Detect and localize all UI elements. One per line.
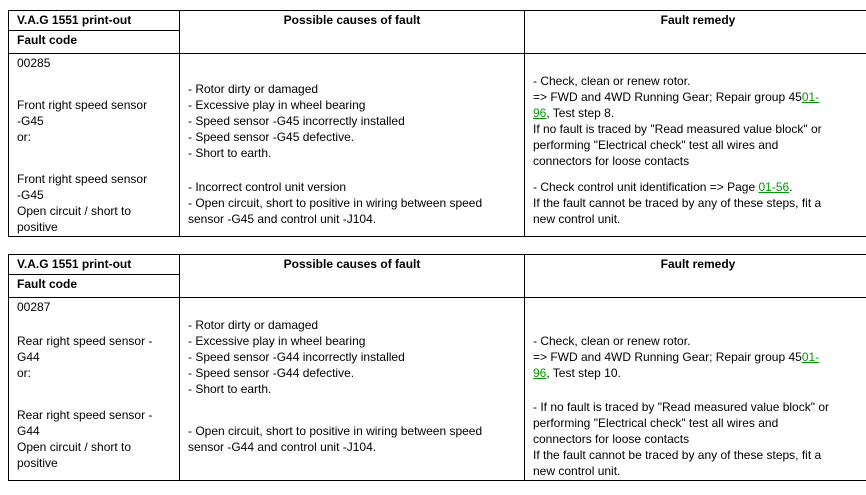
col1-line: G44 (17, 350, 40, 364)
cause-item: - Speed sensor -G45 defective. (188, 130, 355, 144)
remedy-cell (525, 54, 866, 237)
cause-item: - Excessive play in wheel bearing (188, 98, 366, 112)
col1-line: or: (17, 366, 32, 380)
fault-table-00287 (8, 254, 866, 481)
causes-cell (180, 54, 525, 237)
cause-item: - Open circuit, short to positive in wiring between speed (188, 196, 483, 210)
fault-code-cell (9, 298, 180, 481)
header-causes: Possible causes of fault (180, 11, 525, 54)
cause-item: - Speed sensor -G45 incorrectly installed (188, 114, 405, 128)
cause-item: sensor -G45 and control unit -J104. (188, 212, 377, 226)
remedy-line (533, 105, 866, 121)
col1-line: positive (17, 220, 58, 234)
header-remedy: Fault remedy (525, 11, 866, 54)
cause-item: - Speed sensor -G44 defective. (188, 366, 355, 380)
remedy-text: - Check control unit identification => Page (533, 180, 759, 194)
repair-group-link[interactable]: 96 (533, 366, 547, 380)
page-link[interactable]: 01-56 (758, 180, 790, 194)
repair-group-link[interactable]: 96 (533, 106, 547, 120)
col1-line: -G45 (17, 114, 44, 128)
cause-item: - Open circuit, short to positive in wiring between speed (188, 424, 483, 438)
remedy-line: new control unit. (533, 212, 621, 226)
remedy-line (533, 365, 866, 381)
remedy-line: If the fault cannot be traced by any of these steps, fit a (533, 196, 822, 210)
col1-line: Rear right speed sensor - (17, 408, 153, 422)
cause-item: - Speed sensor -G44 incorrectly installed (188, 350, 405, 364)
fault-code: 00285 (17, 56, 51, 70)
cause-item: - Rotor dirty or damaged (188, 318, 319, 332)
cause-item: - Rotor dirty or damaged (188, 82, 319, 96)
remedy-line: new control unit. (533, 464, 621, 478)
cause-item: - Excessive play in wheel bearing (188, 334, 366, 348)
col1-line: Open circuit / short to (17, 204, 132, 218)
cause-item: sensor -G44 and control unit -J104. (188, 440, 377, 454)
remedy-line: - Check, clean or renew rotor. (533, 74, 691, 88)
remedy-line (533, 349, 866, 365)
col1-line: Rear right speed sensor - (17, 334, 153, 348)
col1-line: Front right speed sensor (17, 172, 148, 186)
remedy-line: If no fault is traced by "Read measured value block" or (533, 122, 822, 136)
col1-line: G44 (17, 424, 40, 438)
header-causes: Possible causes of fault (180, 255, 525, 298)
header-printout: V.A.G 1551 print-out (9, 255, 180, 275)
col1-line: -G45 (17, 188, 44, 202)
cause-item: - Incorrect control unit version (188, 180, 347, 194)
remedy-cell (525, 298, 866, 481)
remedy-line: performing "Electrical check" test all wires and (533, 416, 779, 430)
col1-line: Front right speed sensor (17, 98, 148, 112)
col1-line: or: (17, 130, 32, 144)
remedy-text: , Test step 10. (546, 366, 621, 380)
repair-group-link[interactable]: 01- (801, 350, 820, 364)
remedy-line (533, 179, 866, 195)
remedy-text: => FWD and 4WD Running Gear; Repair group 45 (533, 350, 802, 364)
header-fault-code: Fault code (9, 275, 180, 298)
repair-group-link[interactable]: 01- (801, 90, 820, 104)
remedy-line: If the fault cannot be traced by any of these steps, fit a (533, 448, 822, 462)
header-fault-code: Fault code (9, 31, 180, 54)
fault-code: 00287 (17, 300, 51, 314)
cause-item: - Short to earth. (188, 382, 272, 396)
causes-cell (180, 298, 525, 481)
cause-item: - Short to earth. (188, 146, 272, 160)
header-remedy: Fault remedy (525, 255, 866, 298)
fault-table-00285 (8, 10, 866, 237)
remedy-line: connectors for loose contacts (533, 154, 690, 168)
remedy-line: connectors for loose contacts (533, 432, 690, 446)
header-printout: V.A.G 1551 print-out (9, 11, 180, 31)
remedy-line: performing "Electrical check" test all wires and (533, 138, 779, 152)
fault-code-cell (9, 54, 180, 237)
remedy-line (533, 89, 866, 105)
col1-line: positive (17, 456, 58, 470)
remedy-line: - Check, clean or renew rotor. (533, 334, 691, 348)
remedy-text: => FWD and 4WD Running Gear; Repair group 45 (533, 90, 802, 104)
remedy-line: - If no fault is traced by "Read measured value block" or (533, 400, 829, 414)
remedy-text: . (789, 180, 793, 194)
col1-line: Open circuit / short to (17, 440, 132, 454)
remedy-text: , Test step 8. (546, 106, 615, 120)
